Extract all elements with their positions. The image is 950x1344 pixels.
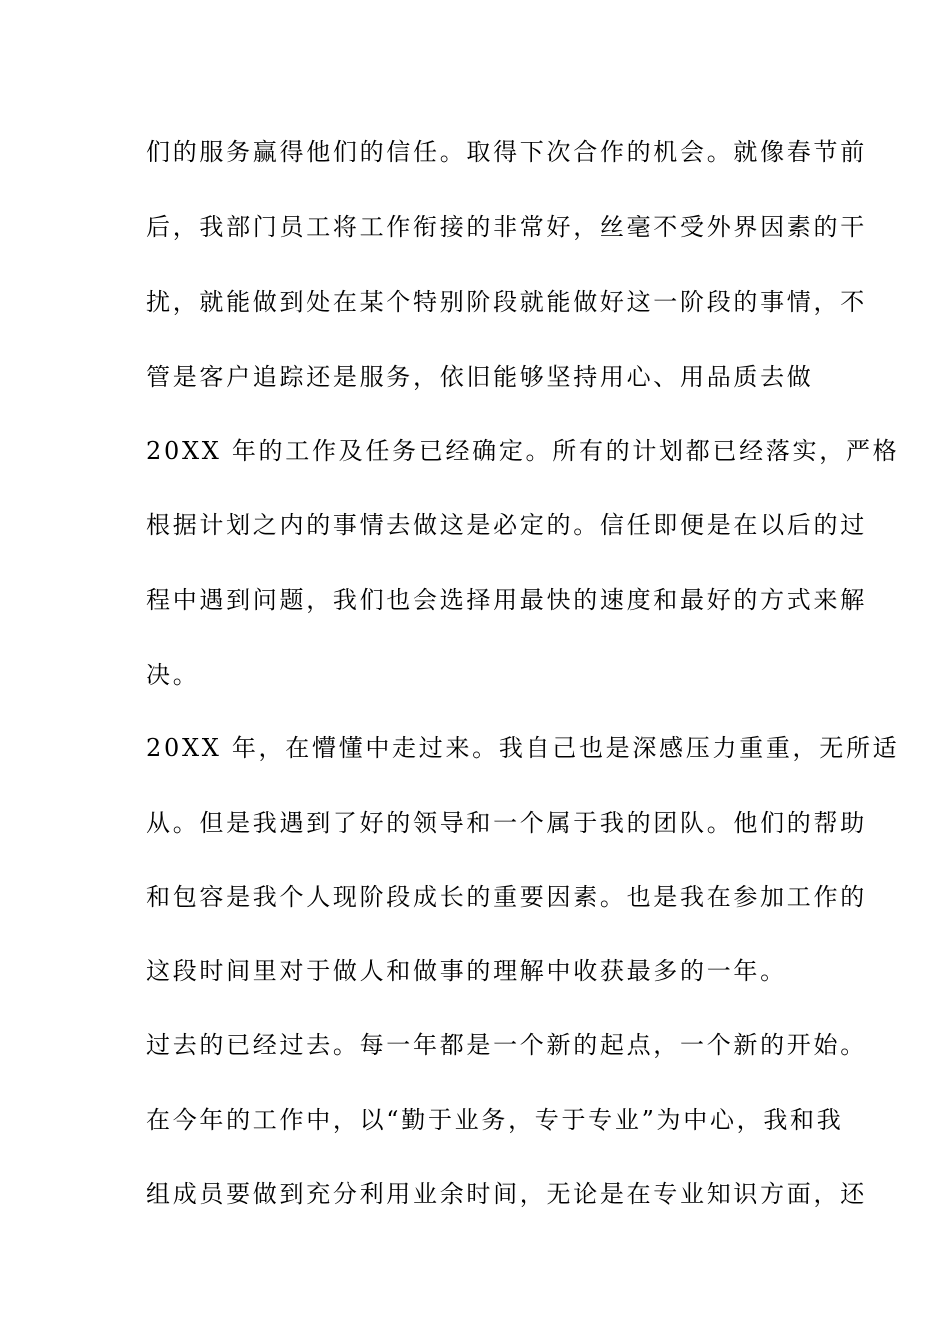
text-line: 程中遇到问题，我们也会选择用最快的速度和最好的方式来解 (146, 586, 867, 614)
text-line: 20XX 年，在懵懂中走过来。我自己也是深感压力重重，无所适 (146, 734, 900, 762)
text-line: 决。 (146, 661, 200, 689)
text-line: 后，我部门员工将工作衔接的非常好，丝毫不受外界因素的干 (146, 213, 867, 241)
text-line: 这段时间里对于做人和做事的理解中收获最多的一年。 (146, 957, 787, 985)
text-line: 扰，就能做到处在某个特别阶段就能做好这一阶段的事情，不 (146, 288, 867, 316)
text-line: 在今年的工作中，以“勤于业务，专于专业”为中心，我和我 (146, 1106, 844, 1134)
text-line: 根据计划之内的事情去做这是必定的。信任即便是在以后的过 (146, 511, 867, 539)
text-line: 和包容是我个人现阶段成长的重要因素。也是我在参加工作的 (146, 883, 867, 911)
text-line: 们的服务赢得他们的信任。取得下次合作的机会。就像春节前 (146, 138, 867, 166)
text-line: 组成员要做到充分利用业余时间，无论是在专业知识方面，还 (146, 1180, 867, 1208)
text-line: 20XX 年的工作及任务已经确定。所有的计划都已经落实，严格 (146, 437, 900, 465)
text-line: 管是客户追踪还是服务，依旧能够坚持用心、用品质去做 (146, 363, 814, 391)
text-line: 从。但是我遇到了好的领导和一个属于我的团队。他们的帮助 (146, 809, 867, 837)
text-line: 过去的已经过去。每一年都是一个新的起点，一个新的开始。 (146, 1031, 867, 1059)
